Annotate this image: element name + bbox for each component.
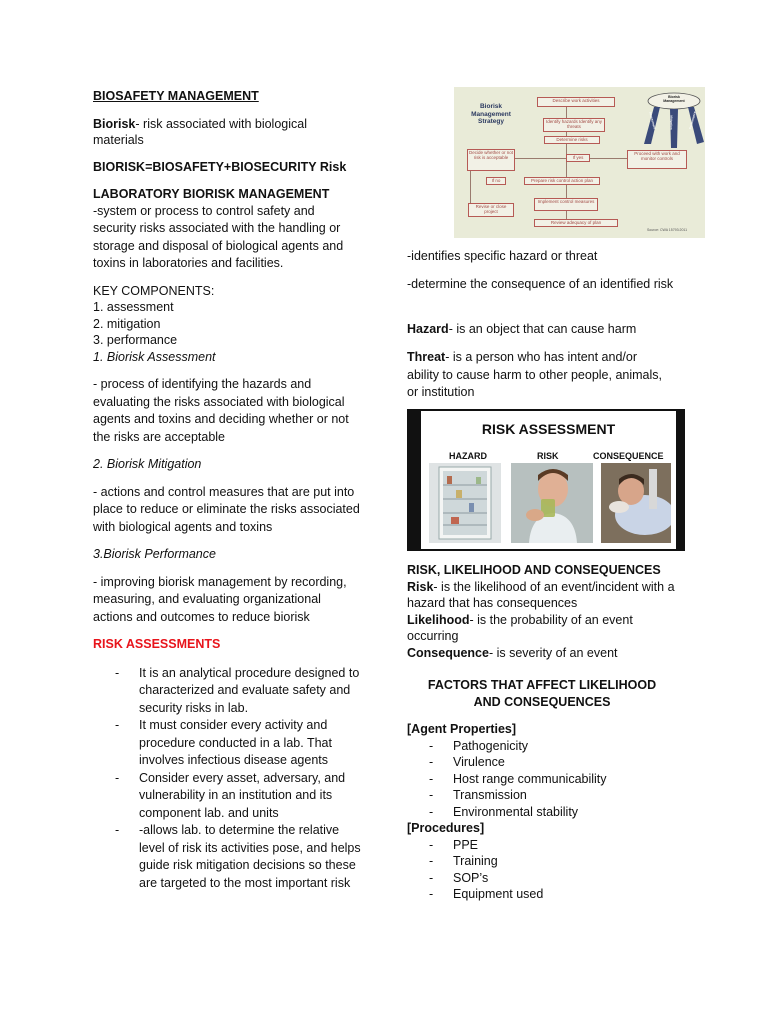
hazard-def: - is an object that can cause harm <box>448 322 637 336</box>
agent-properties-heading: [Agent Properties] <box>407 722 517 736</box>
factors-section <box>407 721 677 903</box>
list-item-text: -allows lab. to determine the relative level of risk its activities pose, and helps guide risk mitigation decisions so these are targeted to the most important risk <box>139 823 361 890</box>
figure-label-hazard: HAZARD <box>449 451 487 461</box>
likelihood-def: - is the probability of an event occurring <box>407 612 633 643</box>
list-item <box>429 870 677 887</box>
dash-bullet: - <box>429 837 434 852</box>
list-item-text: Equipment used <box>453 887 544 901</box>
risk-assessment-figure <box>407 409 685 551</box>
list-item-text: It must consider every activity and procedure conducted in a lab. That involves infectious disease agents <box>139 718 332 767</box>
dash-bullet: - <box>115 665 120 680</box>
hazard-definition <box>407 321 677 338</box>
dash-bullet: - <box>429 738 434 753</box>
dash-bullet: - <box>429 771 434 786</box>
flow-box: Implement control measures <box>534 198 598 211</box>
biorisk-definition <box>93 116 361 149</box>
dash-bullet: - <box>115 770 120 785</box>
threat-def: - is a person who has intent and/or ability to cause harm to other people, animals, or institution <box>407 350 662 399</box>
dash-bullet: - <box>429 870 434 885</box>
likelihood-term: Likelihood <box>407 612 470 627</box>
risk-assessments-heading: RISK ASSESSMENTS <box>93 637 221 651</box>
flow-box: Proceed with work and monitor controls <box>627 150 687 169</box>
stool-leg-label: Performance <box>688 110 697 130</box>
biorisk-strategy-diagram <box>454 87 705 238</box>
flow-box: Revise or close project <box>468 203 514 217</box>
list-item-text: Virulence <box>453 755 505 769</box>
determine-point: -determine the consequence of an identified risk <box>407 277 674 291</box>
flow-box: Decide whether or not risk is acceptable <box>467 149 515 171</box>
key-components-heading: KEY COMPONENTS: <box>93 283 215 298</box>
performance-heading: 3.Biorisk Performance <box>93 547 216 561</box>
list-item-text: Environmental stability <box>453 804 579 819</box>
factors-heading: FACTORS THAT AFFECT LIKELIHOOD AND CONSEQUENCES <box>427 678 657 709</box>
threat-definition <box>407 349 669 402</box>
risk-assessments-list <box>93 665 361 893</box>
list-item <box>429 787 677 804</box>
lab-definition: -system or process to control safety and security risks associated with the handling or storage and disposal of biological agents and toxins in laboratories and facilities. <box>93 203 344 270</box>
flow-box: Prepare risk control action plan <box>524 177 600 185</box>
risk-term: Risk <box>407 579 434 594</box>
key-components-list <box>93 299 361 349</box>
figure-label-consequence: CONSEQUENCE <box>593 451 664 461</box>
list-item <box>115 770 361 823</box>
list-item-text: Transmission <box>453 788 527 802</box>
risk-def: - is the likelihood of an event/incident with a hazard that has consequences <box>407 579 675 610</box>
diagram-source: Source: CWA 15793:2011 <box>646 228 688 232</box>
dash-bullet: - <box>429 755 434 769</box>
dash-bullet: - <box>115 718 120 732</box>
list-item <box>429 754 677 771</box>
figure-label-risk: RISK <box>537 451 559 461</box>
dash-bullet: - <box>429 788 434 802</box>
lab-heading: LABORATORY BIORISK MANAGEMENT <box>93 187 330 201</box>
rlc-heading: RISK, LIKELIHOOD AND CONSEQUENCES <box>407 563 661 577</box>
dash-bullet: - <box>429 887 434 901</box>
agent-properties-list <box>407 738 677 821</box>
threat-term: Threat <box>407 350 446 364</box>
key-item: 3. performance <box>93 333 178 347</box>
list-item <box>429 853 677 870</box>
list-item <box>429 771 677 788</box>
list-item <box>429 886 677 903</box>
risk-likelihood-section <box>407 562 677 661</box>
figure-title: RISK ASSESSMENT <box>481 421 616 437</box>
biorisk-equation: BIORISK=BIOSAFETY+BIOSECURITY Risk <box>93 159 347 174</box>
consequence-def: - is severity of an event <box>488 645 618 660</box>
risk-photo <box>511 463 593 543</box>
biorisk-def: - risk associated with biological materials <box>93 116 307 147</box>
diagram-title: Biorisk Management Strategy <box>471 103 511 125</box>
key-item: 1. assessment <box>93 300 174 314</box>
procedures-list <box>407 837 677 903</box>
procedures-heading: [Procedures] <box>407 821 485 835</box>
list-item <box>429 738 677 755</box>
list-item <box>115 717 361 770</box>
list-item-text: It is an analytical procedure designed to characterized and evaluate safety and security risks in lab. <box>139 665 360 715</box>
dash-bullet: - <box>429 804 434 819</box>
list-item-text: Pathogenicity <box>453 738 529 753</box>
hazard-photo <box>429 463 501 543</box>
assessment-definition: - process of identifying the hazards and evaluating the risks associated with biological agents and toxins and deciding whether or not the risks are acceptable <box>93 377 349 444</box>
page-title: BIOSAFETY MANAGEMENT <box>93 89 259 103</box>
list-item <box>429 804 677 821</box>
performance-definition: - improving biorisk management by recording, measuring, and evaluating organizational actions and outcomes to reduce biorisk <box>93 574 347 624</box>
consequence-definition <box>407 645 677 662</box>
list-item-text: PPE <box>453 837 479 852</box>
list-item-text: Host range communicability <box>453 771 607 786</box>
stool-title: Biorisk Management <box>663 95 685 103</box>
list-item-text: SOP’s <box>453 870 489 885</box>
mitigation-heading: 2. Biorisk Mitigation <box>93 457 202 471</box>
list-item <box>429 837 677 854</box>
identifies-point: -identifies specific hazard or threat <box>407 249 598 263</box>
flow-box: Determine risks <box>544 136 600 144</box>
flow-box: Review adequacy of plan <box>534 219 618 227</box>
dash-bullet: - <box>115 823 120 837</box>
figure-panel <box>421 411 676 549</box>
consequence-photo <box>601 463 671 543</box>
list-item-text: Training <box>453 854 498 868</box>
key-item: 2. mitigation <box>93 316 161 331</box>
stool-leg-label: Assessment <box>648 111 657 130</box>
flow-box: If yes <box>566 154 590 162</box>
biorisk-term: Biorisk <box>93 116 136 131</box>
likelihood-definition <box>407 612 677 645</box>
assessment-heading: 1. Biorisk Assessment <box>93 349 216 364</box>
list-item-text: Consider every asset, adversary, and vulnerability in an institution and its component lab. and units <box>139 770 346 820</box>
dash-bullet: - <box>429 854 434 868</box>
hazard-term: Hazard <box>407 322 449 336</box>
mitigation-definition: - actions and control measures that are put into place to reduce or eliminate the risks associated with biological agents and toxins <box>93 484 360 534</box>
flow-box: Describe work activities <box>537 97 615 107</box>
flow-box: Identify hazards Identify any threats <box>543 118 605 132</box>
flow-box: If no <box>486 177 506 185</box>
list-item <box>115 665 361 718</box>
list-item <box>115 822 361 892</box>
consequence-term: Consequence <box>407 645 489 660</box>
left-column <box>93 88 361 892</box>
stool-leg-label: Mitigation <box>669 115 674 130</box>
risk-definition <box>407 579 677 612</box>
